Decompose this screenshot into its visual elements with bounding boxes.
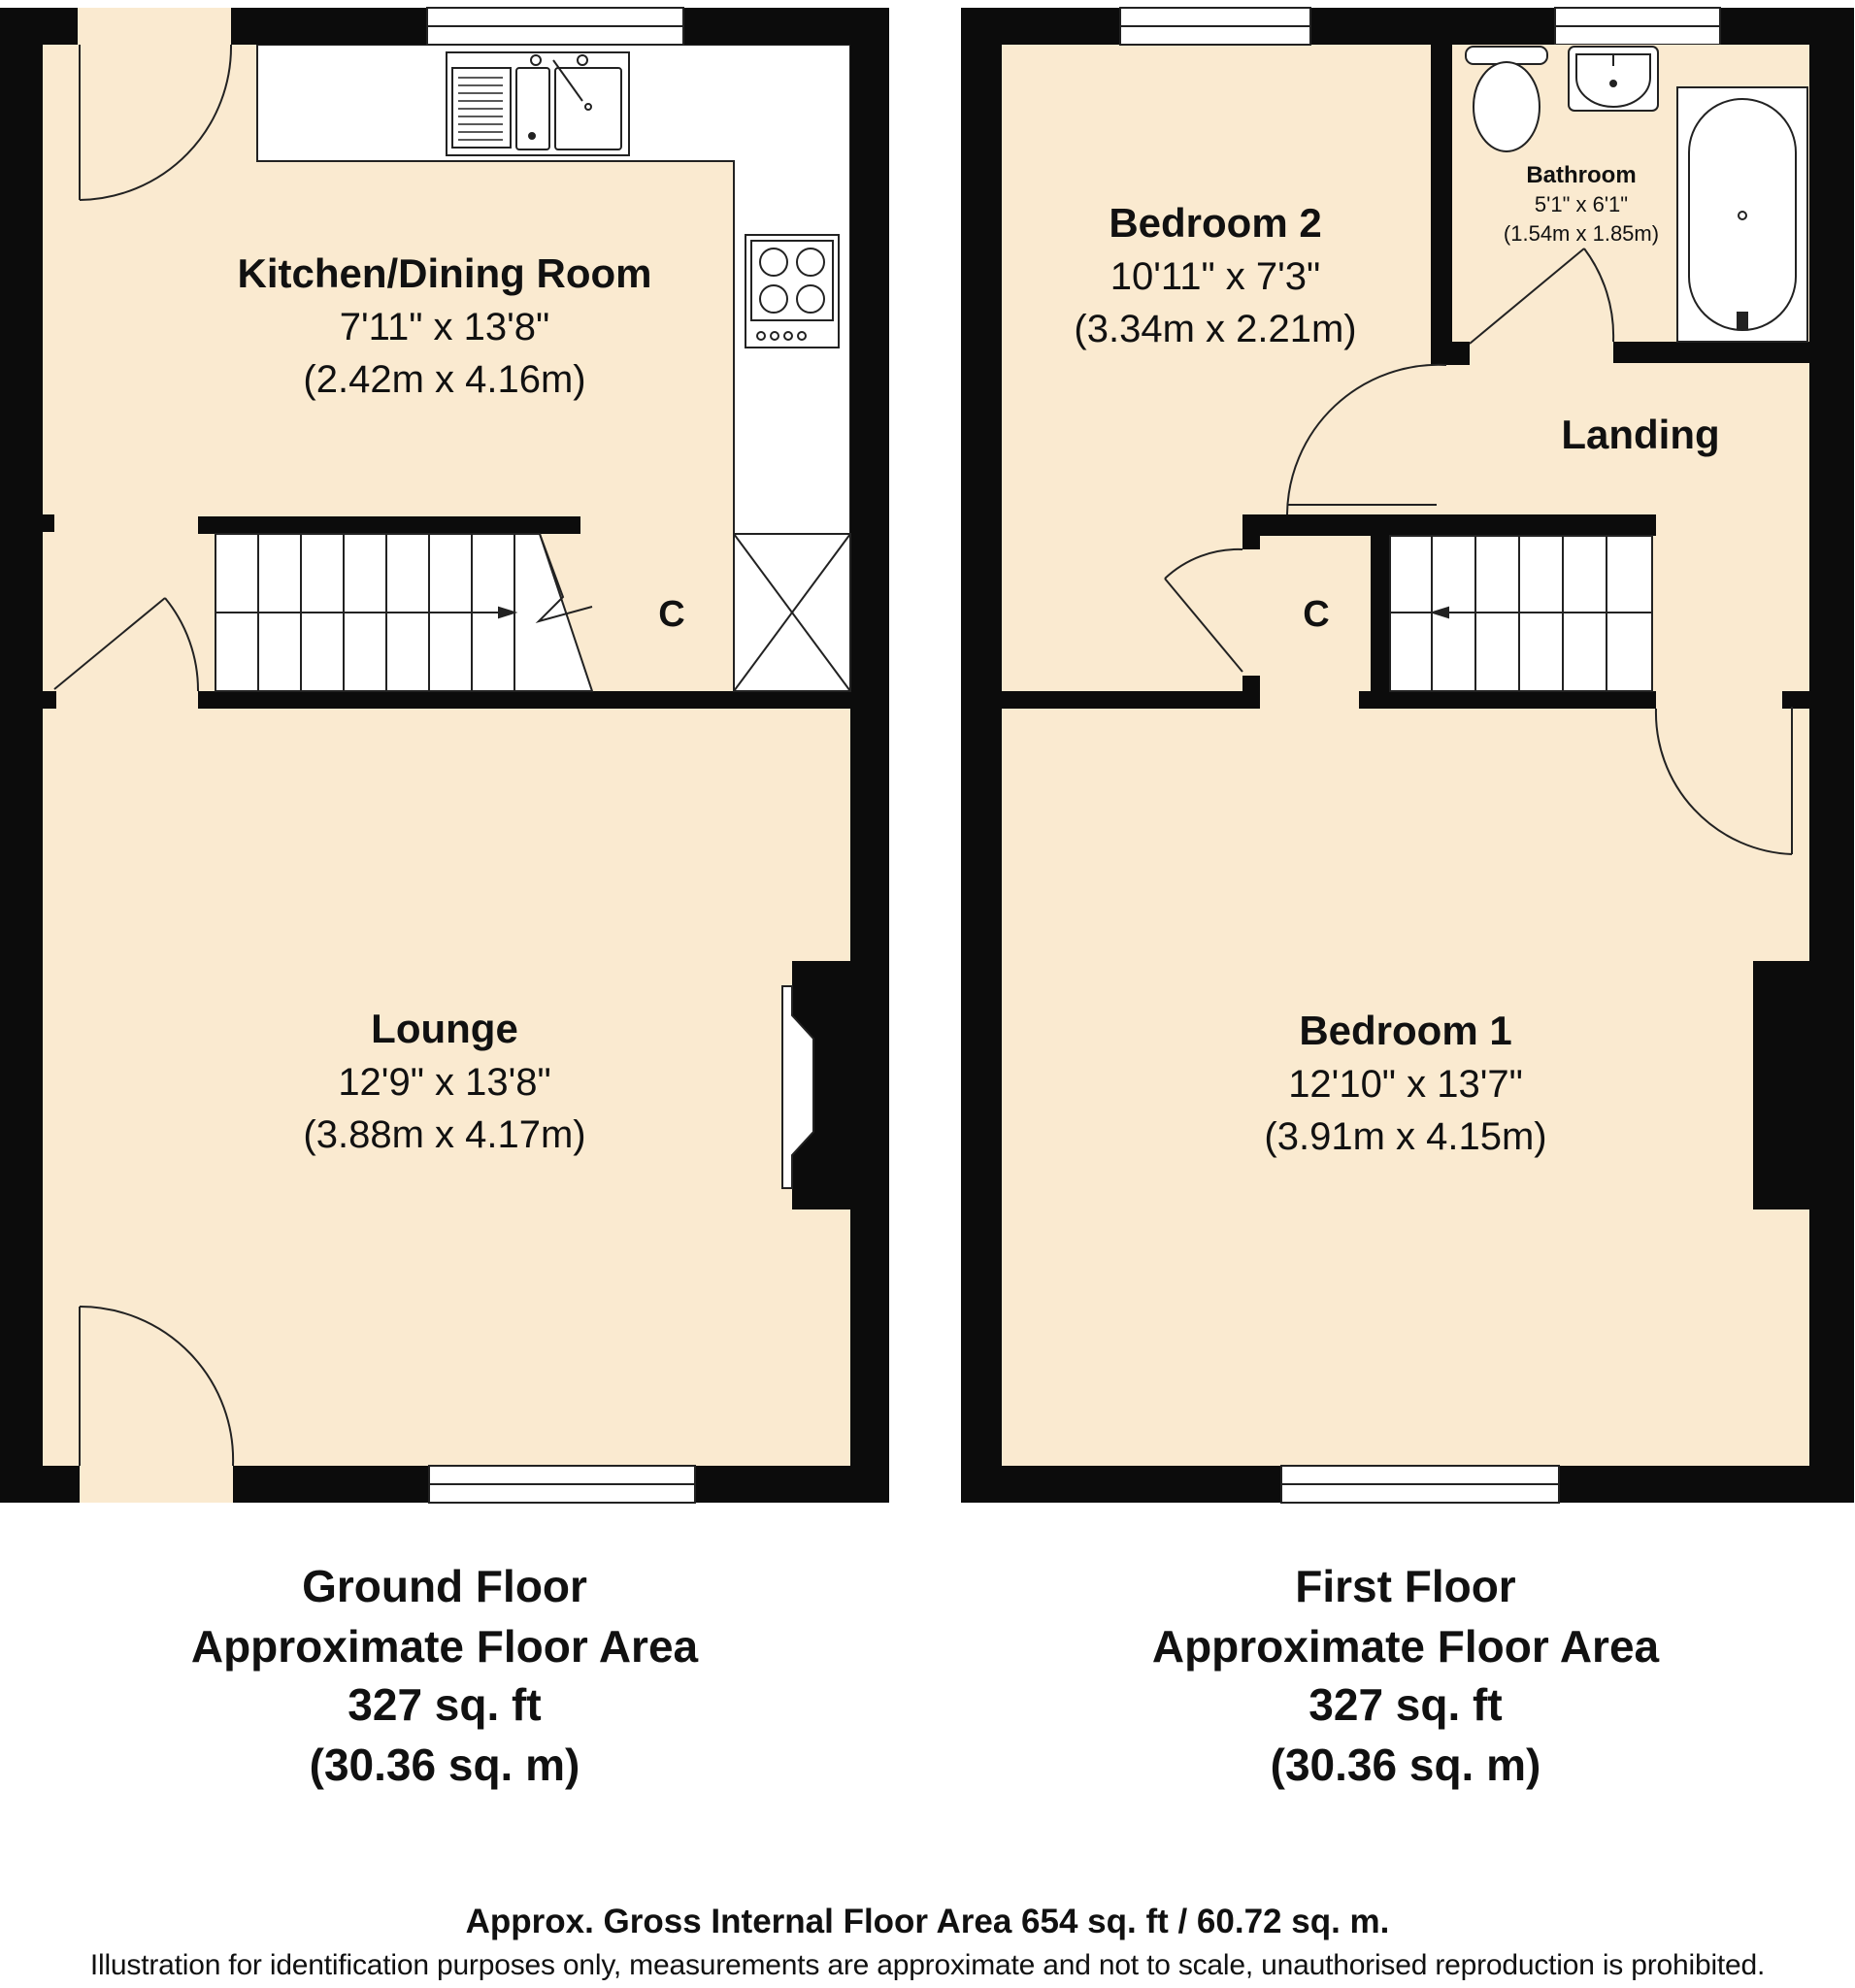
first-floor-plan [961,8,1854,1503]
back-door-opening [78,8,231,45]
first-internal-wall [1000,691,1244,709]
appliance-space [734,534,850,691]
front-door-opening [80,1466,233,1503]
kitchen-sink [447,52,629,155]
first-wall-left [961,8,1002,1503]
ground-wall-left [0,8,43,1503]
bedroom2-imperial: 10'11" x 7'3" [1110,255,1321,298]
bathroom-wall-bottom [1613,342,1809,363]
kitchen-imperial: 7'11" x 13'8" [339,306,550,348]
ground-wall-right [850,8,889,1503]
ground-floor-summary [191,1561,699,1790]
bedroom2-label [1074,200,1356,350]
ground-floor-subtitle: Approximate Floor Area [190,1621,699,1672]
first-floor-subtitle: Approximate Floor Area [1151,1621,1660,1672]
first-floor-summary [1152,1561,1660,1790]
ground-floor-plan [0,8,889,1503]
lounge-chimney-breast [782,961,854,1209]
ground-internal-wall [39,691,56,709]
first-stairs [1390,536,1652,691]
bedroom2-name: Bedroom 2 [1109,200,1322,246]
bathroom-imperial: 5'1" x 6'1" [1534,192,1629,216]
stairs-side-wall [1371,524,1390,709]
lounge-metric: (3.88m x 4.17m) [303,1113,586,1156]
first-cupboard-label: C [1303,594,1330,635]
bedroom1-label [1264,1008,1546,1158]
ground-wall-top [0,8,78,45]
first-wall-right [1809,8,1854,1503]
disclaimer-note: Illustration for identification purposes only, measurements are approximate and not to scale, unauthorised reproduction is prohibited. [89,1949,1766,1981]
first-internal-wall [1782,691,1809,709]
bedroom1-name: Bedroom 1 [1299,1008,1512,1053]
kitchen-name: Kitchen/Dining Room [237,250,652,296]
bathroom-wall-bottom [1431,342,1452,365]
landing-name: Landing [1561,412,1720,457]
ground-floor-area-metric: (30.36 sq. m) [309,1740,580,1790]
bathroom-metric: (1.54m x 1.85m) [1503,221,1660,246]
gross-area-note: Approx. Gross Internal Floor Area 654 sq. ft / 60.72 sq. m. [465,1903,1390,1940]
cupboard-wall [1242,514,1260,549]
first-floor-area-metric: (30.36 sq. m) [1270,1740,1541,1790]
lounge-name: Lounge [371,1006,518,1051]
bathroom-name: Bathroom [1526,162,1637,188]
ground-floor-area-imperial: 327 sq. ft [348,1679,542,1730]
ground-cupboard-label: C [658,594,685,635]
cupboard-wall [1242,676,1260,709]
bedroom1-imperial: 12'10" x 13'7" [1288,1063,1523,1106]
bathroom-wall-left [1431,39,1452,351]
bedroom1-metric: (3.91m x 4.15m) [1264,1115,1547,1158]
stairs-top-wall [198,516,580,534]
ground-wall-stub [39,514,54,532]
kitchen-metric: (2.42m x 4.16m) [303,358,586,401]
ground-internal-wall [198,691,854,709]
ground-floor-title: Ground Floor [302,1561,587,1611]
cooker-hob [745,235,839,348]
ground-stairs [215,534,592,691]
first-floor-area-imperial: 327 sq. ft [1308,1679,1503,1730]
landing-wall-top [1242,514,1656,536]
first-floor-title: First Floor [1295,1561,1516,1611]
bedroom2-metric: (3.34m x 2.21m) [1074,308,1357,350]
bedroom1-chimney-breast [1753,961,1811,1209]
ground-wall-bottom [0,1466,80,1503]
lounge-imperial: 12'9" x 13'8" [338,1061,551,1104]
first-internal-wall [1359,691,1656,709]
bathroom-wall-bottom [1452,342,1470,365]
